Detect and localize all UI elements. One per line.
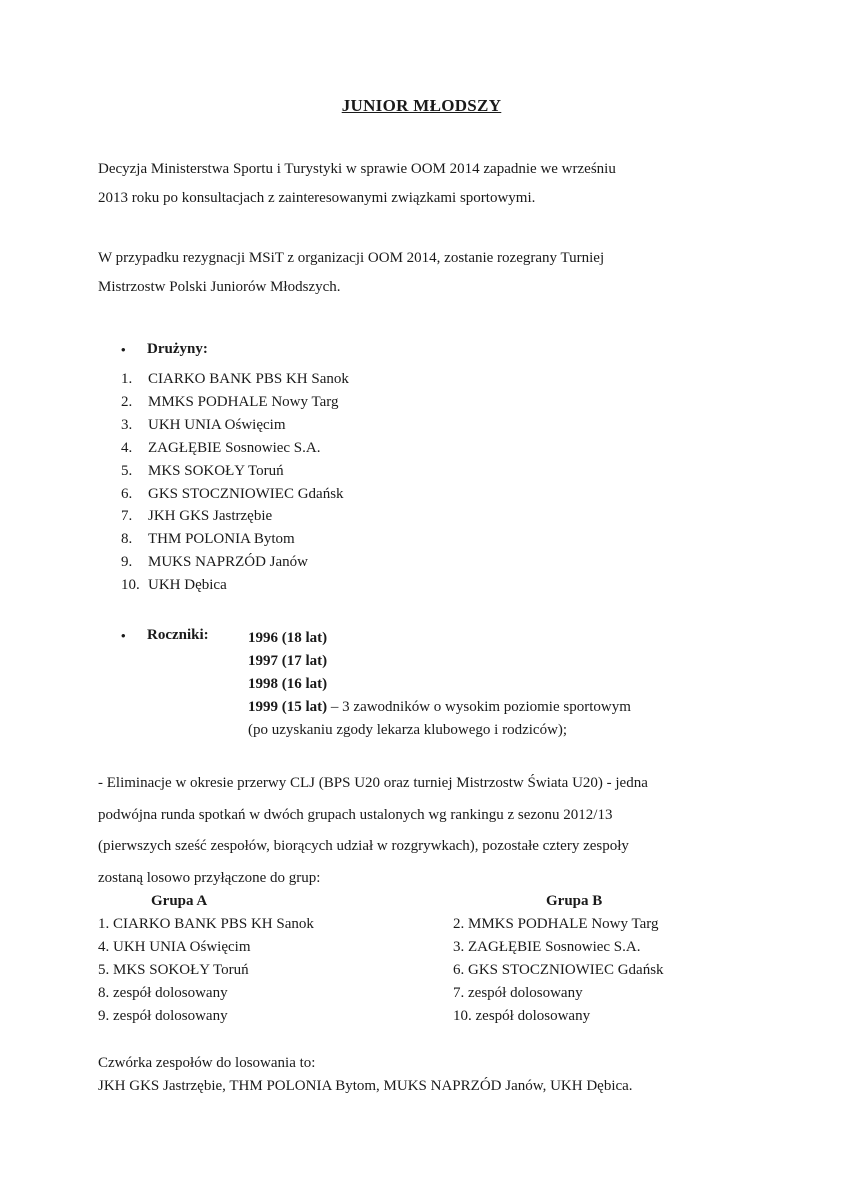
footer-line: Czwórka zespołów do losowania to: [98,1055,316,1071]
group-a [98,890,314,1028]
teams-list [121,368,349,597]
list-item: 10. zespół dolosowany [453,1008,591,1024]
list-item: 3. UKH UNIA Oświęcim [121,416,286,433]
list-item: 2. MMKS PODHALE Nowy Targ [453,916,659,932]
page-title: JUNIOR MŁODSZY [341,96,502,115]
list-item: 1. CIARKO BANK PBS KH Sanok [121,371,349,387]
list-item: 8. zespół dolosowany [98,985,228,1001]
intro-line: 2013 roku po konsultacjach z zainteresowanymi związkami sportowymi. [98,190,536,206]
list-item: 7. JKH GKS Jastrzębie [121,508,273,525]
list-item: 9. zespół dolosowany [98,1008,228,1024]
list-item: 9. MUKS NAPRZÓD Janów [121,554,309,571]
list-item: 7. zespół dolosowany [453,985,583,1001]
year-item: 1997 (17 lat) [248,653,328,669]
eliminations-line: - Eliminacje w okresie przerwy CLJ (BPS U20 oraz turniej Mistrzostw Świata U20) - jedna [98,775,648,791]
draw-teams-note [98,1052,633,1098]
intro-line: Decyzja Ministerstwa Sportu i Turystyki w sprawie OOM 2014 zapadnie we wrześniu [98,161,616,177]
years-heading-label: Roczniki: [147,627,209,643]
group-b [453,890,664,1028]
list-item: 4. ZAGŁĘBIE Sosnowiec S.A. [121,439,321,456]
year-item: 1996 (18 lat) [248,630,328,646]
list-item: 5. MKS SOKOŁY Toruń [121,462,284,479]
eliminations-line: podwójna runda spotkań w dwóch grupach ustalonych wg rankingu z sezonu 2012/13 [98,806,613,823]
year-item: 1998 (16 lat) [248,676,328,692]
footer-line: JKH GKS Jastrzębie, THM POLONIA Bytom, MUKS NAPRZÓD Janów, UKH Dębica. [98,1078,633,1094]
bullet-icon: • [121,341,126,357]
group-b-heading: Grupa B [546,893,603,909]
years-list [248,627,631,742]
intro-paragraph-2 [98,244,758,302]
eliminations-line: zostaną losowo przyłączone do grup: [98,869,321,886]
intro-line: Mistrzostw Polski Juniorów Młodszych. [98,279,341,295]
list-item: 3. ZAGŁĘBIE Sosnowiec S.A. [453,939,641,955]
list-item: 1. CIARKO BANK PBS KH Sanok [98,916,314,932]
list-item: 2. MMKS PODHALE Nowy Targ [121,393,339,410]
list-item: 6. GKS STOCZNIOWIEC Gdańsk [453,962,664,978]
bullet-icon: • [121,627,126,643]
list-item: 10. UKH Dębica [121,577,227,594]
teams-heading [121,341,208,358]
intro-line: W przypadku rezygnacji MSiT z organizacji OOM 2014, zostanie rozegrany Turniej [98,250,605,266]
list-item: 5. MKS SOKOŁY Toruń [98,962,249,978]
eliminations-line: (pierwszych sześć zespołów, biorących udział w rozgrywkach), pozostałe cztery zespoły [98,838,629,854]
teams-heading-label: Drużyny: [147,341,208,357]
group-a-heading: Grupa A [151,893,208,909]
year-note: (po uzyskaniu zgody lekarza klubowego i rodziców); [248,722,568,738]
intro-paragraph-1 [98,155,758,213]
list-item: 6. GKS STOCZNIOWIEC Gdańsk [121,485,344,502]
eliminations-paragraph [98,768,778,894]
list-item: 8. THM POLONIA Bytom [121,531,295,548]
years-heading [121,627,209,644]
year-item: 1999 (15 lat) – 3 zawodników o wysokim poziomie sportowym [248,699,631,715]
list-item: 4. UKH UNIA Oświęcim [98,939,251,955]
